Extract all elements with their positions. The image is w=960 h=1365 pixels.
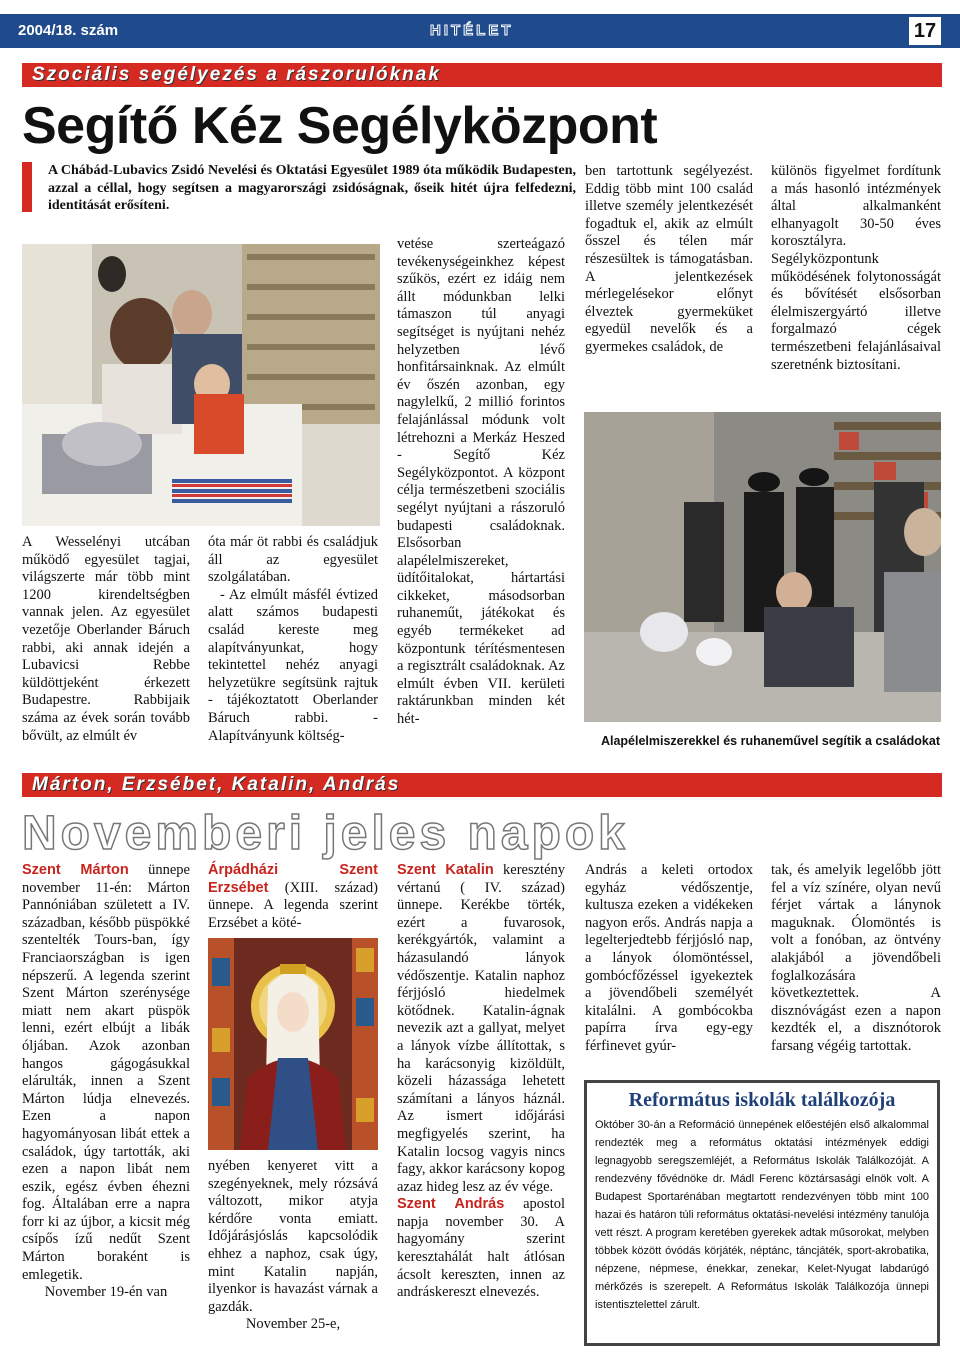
article1-photo-table bbox=[22, 244, 380, 526]
article2-column-2-bottom bbox=[208, 1158, 378, 1334]
news-box-title: Református iskolák találkozója bbox=[628, 1089, 896, 1111]
article2-column-1 bbox=[22, 862, 190, 1302]
article2-column-5: tak, és amelyik legelőbb jött fel a víz színére, olyan nevű férjet vártak a lánynok maguknak. Ólomöntés is volt a fonóban, az öntvény alakjából a jövendőbeli foglalkozására következtettek. A disznóvágást ezen a napon kezdték el, a disznótorok farsang végéig tartottak. bbox=[771, 862, 941, 1054]
article1-lead: A Chábád-Lubavics Zsidó Nevelési és Oktatási Egyesület 1989 óta működik Budapesten, azzal a céllal, hogy segítsen a magyarországi zsidóságnak, őseik hitét újra felfedezni, identitását erősíteni. bbox=[48, 163, 576, 213]
article1-column-2-para-2: - Az elmúlt másfél évtized alatt számos budapesti család kereste meg alapítványunkat, hogy tekintettel nehéz anyagi helyzetükre segítsünk rajtuk - tájékoztatott Oberlander Báruch rabbi. - Alapítványunk költség- bbox=[208, 586, 378, 744]
article2-column-3-text-a: keresztény vértanú ( IV. század) ünnepe. Kerékbe törték, ezért a fuvarosok, kerékgyártók, valamint a házasulandó lányok védőszentje. Katalin naphoz férjjósló hiedelmek kötődnek. Katalin-ágnak nevezik azt a gallyat, melyet a lányok vízbe állítottak, s ha karácsonyig kizöldült, közeli házassága lehetett számítani a lányos háznál. Az ismert időjárási megfigyelés szerint, ha Katalin locsog vagyis nincs fagy, akkor karácsony kopog azaz hideg lesz az év vége. bbox=[397, 862, 566, 1195]
article2-column-1-text: ünnepe november 11-én: Márton Pannóniában született a IV. században, később püspökké szentelték Tours-ban, így Franciaországban is igen népszerű. A legenda szerint Szent Márton szerénysége miatt nem akart püspök lenni, ezért elbújt a libák óljában. Azok azonban hangos gágogásukkal elárulták, innen a Szent Márton lúdja elnevezés. Ezen a napon hagyományosan libát ettek a családok, úgy tartották, aki ezen a napon libát nem eszik, egész évben éhezni fog. Általában erre a napra forr ki az újbor, a kicsit még csípős ízű nedűt Szent Márton boraként is emlegetik. bbox=[22, 862, 190, 1283]
page-header-bar bbox=[0, 14, 960, 48]
article1-column-3: vetése szerteágazó tevékenységeinkhez képest szűkös, ezért ez idáig nem állt módunkban lelki támaszon túl anyagi segítséget is nyújtani nehéz helyzetben lévő honfitársainknak. Az elmúlt év őszén azonban, egy nagylelkű, 2 millió forintos felajánlással módunk volt létrehozni a Merkáz Heszed - Segítő Kéz Segélyközpontot. A központ célja természetbeni szociális segélyt nyújtani a rászoruló budapesti családoknak. Elsősorban alapélelmiszereket, üdítőitalokat, hártartási cikkeket, másodsorban ruhaneműt, játékokat és egyéb termékeket ad központunk térítésmentesen a regisztrált családoknak. Az elmúlt évben VII. kerületi raktárunkban minden két hét- bbox=[397, 236, 565, 728]
article1-kicker: Szociális segélyezés a rászorulóknak bbox=[32, 64, 441, 85]
article2-title: Novemberi jeles napok bbox=[22, 807, 629, 860]
article2-column-2-top bbox=[208, 862, 378, 932]
saint-name-katalin: Szent Katalin bbox=[397, 862, 494, 878]
article1-title: Segítő Kéz Segélyközpont bbox=[22, 97, 658, 155]
article1-column-1: A Wesselényi utcában működő egyesület tagjai, világszerte már több mint 1200 kirendeltségben vannak jelen. Az egyesület vezetője Oberlander Báruch rabbi, aki annak idején a Lubavicsi Rebbe küldöttjeként érkezett Budapestre. Rabbijaik száma az évek során tovább bővült, az elmúlt év bbox=[22, 534, 190, 744]
article2-column-1-last-line: November 19-én van bbox=[44, 1284, 168, 1301]
saint-name-marton: Szent Márton bbox=[22, 862, 129, 878]
article1-photo-warehouse bbox=[584, 412, 941, 722]
lead-rule bbox=[22, 162, 32, 212]
saint-name-andras: Szent András bbox=[397, 1196, 505, 1213]
stained-glass-image bbox=[208, 938, 378, 1150]
section-name: HITÉLET bbox=[430, 22, 514, 39]
article1-photo-caption: Alapélelmiszerekkel és ruhaneművel segítik a családokat bbox=[600, 734, 940, 748]
article2-kicker: Márton, Erzsébet, Katalin, András bbox=[32, 774, 401, 795]
page-number: 17 bbox=[908, 16, 942, 46]
article1-kicker-bar bbox=[22, 63, 942, 87]
article1-column-2 bbox=[208, 534, 378, 745]
article2-column-3 bbox=[397, 862, 565, 1302]
news-box-text: Október 30-án a Reformáció ünnepének előestéjén első alkalommal rendezték meg a református oktatási intézmények eddigi legnagyobb seregszemléjét, a Református Iskolák Találkozóját. A rendezvény fővédnöke dr. Mádl Ferenc köztársasági elnök volt. A Budapest Sportarénában megtartott rendezvényen több mint 100 hazai és határon túli református oktatási-nevelési intézmény tanulója vett részt. A program keretében gyerekek adtak műsorokat, melyben többek között óvódás körjáték, néptánc, táncjáték, sport-akrobatika, népzene, népmese, énekkar, zenekar, Kelet-Nyugat labdarúgó mérkőzés is szerepelt. A Református Iskolák Találkozója ünnepi istentisztelettel zárult. bbox=[595, 1119, 929, 1311]
issue-number: 2004/18. szám bbox=[18, 22, 119, 39]
article1-column-5: különös figyelmet fordítunk a más hasonló intézmények által alkalmanként elhanyagolt 30-50 éves korosztályra. Segélyközpontunk működésének folytonosságát és bővítését elsősorban élelmiszergyártó illetve forgalmazó cégek természetbeni felajánlásaival szeretnénk biztosítani. bbox=[771, 163, 941, 373]
article2-column-3-text-b: apostol napja november 30. A hagyomány szerint keresztahálát halt átlósan ácsolt kereszten, innen az andráskereszt elnevezés. bbox=[397, 1196, 566, 1301]
article2-column-2-text-b: nyében kenyeret vitt a szegényeknek, mely rózsává változott, mikor atyja kérdőre vonta emiatt. Időjárásjóslás kapcsolódik ehhez a naphoz, csak úgy, mint Katalin napján, ilyenkor is havazást várnak a gazdák. bbox=[208, 1158, 378, 1315]
article1-column-4: ben tartottunk segélyezést. Eddig több mint 100 család illetve személy jelentkezését fogadtuk el, akik az elmúlt ősszel és télen már részesültek is támogatásban. A jelentkezések mérlegelésekor előnyt élveztek gyermeküket egyedül nevelők és a gyermekes családok, de bbox=[585, 163, 753, 355]
article2-column-2-text-a: (XIII. század) ünnepe. A legenda szerint Erzsébet a köté- bbox=[208, 879, 378, 931]
article2-column-4: András a keleti ortodox egyház védőszentje, kultusza ezeken a vidékeken nagyon erős. András napja a legelterjedtebb férjjósló nap, a lányok ólomöntéssel, gombócfőzéssel igyekeztek a jövendőbeli személyét kitalálni. A gombócokba papírra írva egy-egy férfinevet gyúr- bbox=[585, 862, 753, 1054]
article2-column-2-last-line: November 25-e, bbox=[245, 1316, 341, 1333]
article1-column-2-para-1: óta már öt rabbi és családjuk áll az egyesület szolgálatában. bbox=[208, 534, 378, 586]
article2-kicker-bar bbox=[22, 773, 942, 797]
news-box bbox=[584, 1080, 940, 1346]
saint-name-erzsebet: Árpádházi Szent Erzsébet bbox=[208, 862, 378, 896]
